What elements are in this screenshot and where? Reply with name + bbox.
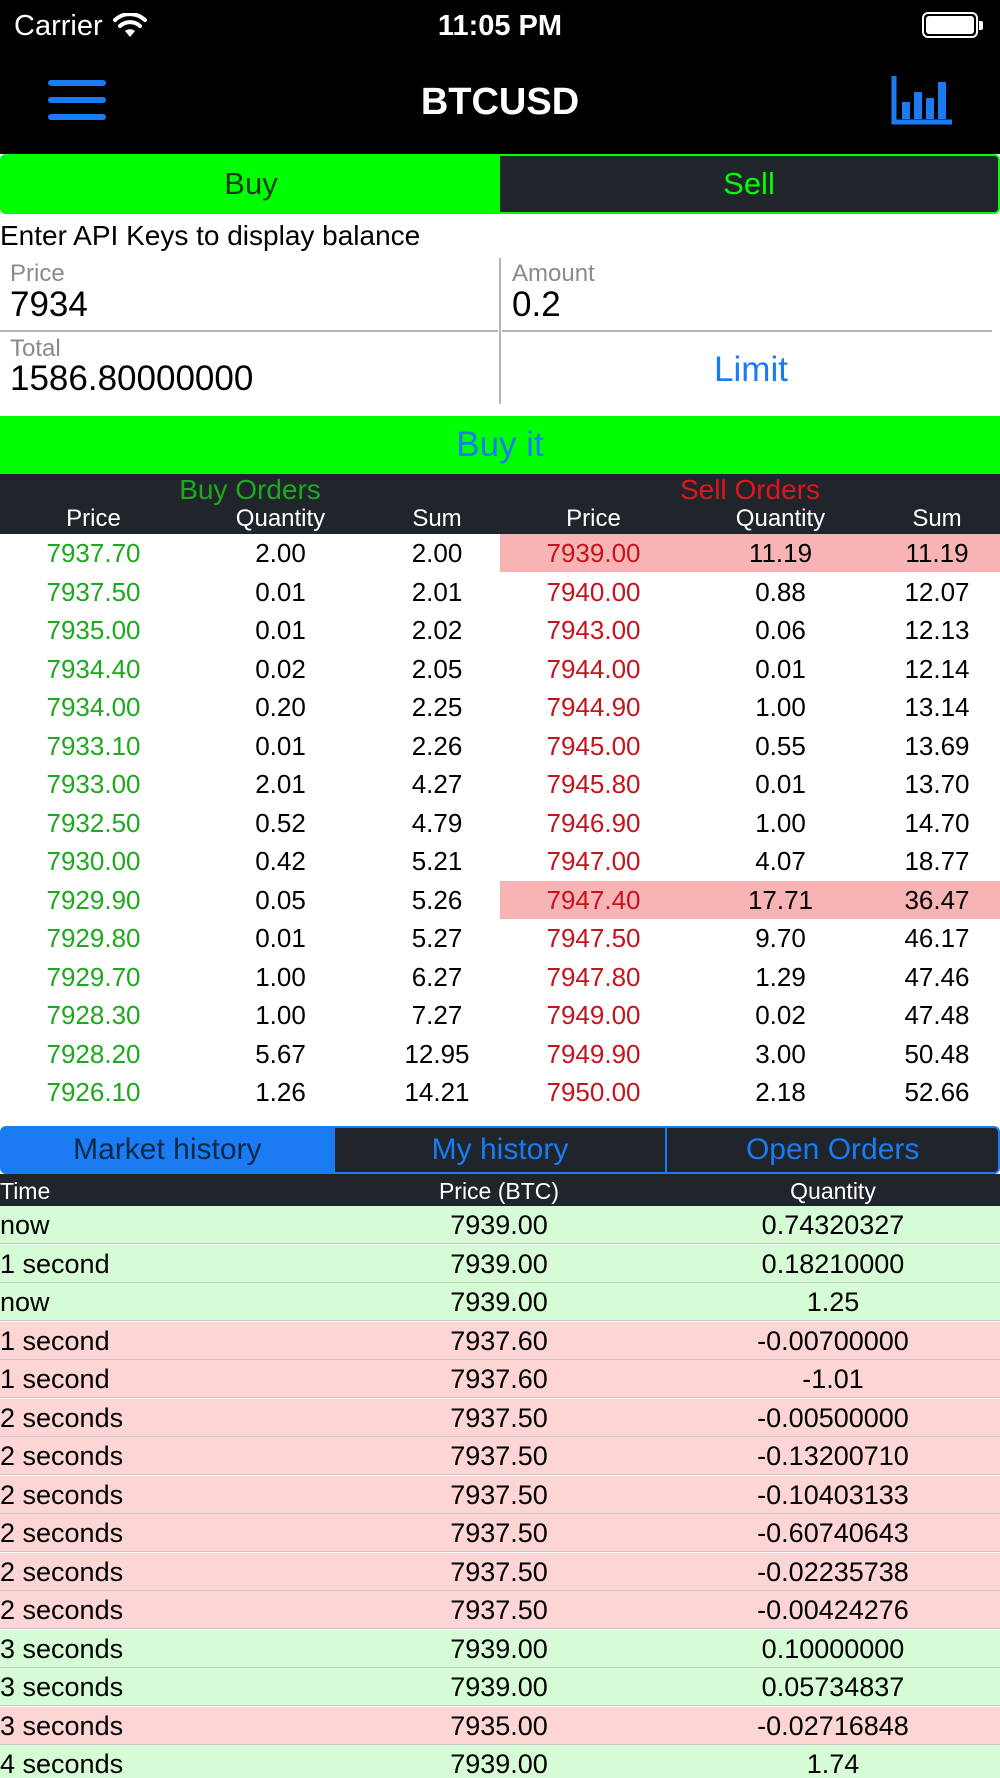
- history-col-price: Price (BTC): [438, 1178, 560, 1204]
- history-row[interactable]: [0, 1360, 1000, 1398]
- sell-quantity: 9.70: [755, 923, 806, 953]
- sell-price: 7946.90: [546, 807, 641, 838]
- sell-sum: 50.48: [904, 1038, 970, 1069]
- history-row[interactable]: [0, 1322, 1000, 1360]
- form-divider-left: [0, 330, 498, 332]
- tab-open-orders[interactable]: Open Orders: [665, 1128, 998, 1172]
- history-quantity: -0.60740643: [757, 1518, 909, 1548]
- order-book-row[interactable]: [0, 804, 1000, 842]
- buy-quantity: 0.01: [255, 923, 306, 953]
- history-quantity: -0.00700000: [757, 1325, 909, 1356]
- order-book-row[interactable]: [0, 534, 1000, 572]
- sell-quantity: 0.55: [755, 730, 806, 761]
- sell-price: 7939.00: [546, 538, 641, 568]
- history-time: 2 seconds: [0, 1402, 124, 1433]
- buy-quantity: 0.05: [255, 884, 306, 915]
- history-time: 2 seconds: [0, 1479, 124, 1510]
- sell-sum: 13.69: [904, 730, 970, 761]
- history-time: 2 seconds: [0, 1518, 124, 1548]
- buy-sum: 5.27: [411, 923, 463, 953]
- buy-sum: 2.00: [411, 538, 463, 568]
- buy-sum: 5.26: [411, 884, 463, 915]
- order-book-row[interactable]: [0, 765, 1000, 803]
- history-row[interactable]: [0, 1283, 1000, 1321]
- history-row[interactable]: [0, 1553, 1000, 1591]
- history-price: 7937.50: [450, 1441, 548, 1471]
- history-row[interactable]: [0, 1437, 1000, 1475]
- buy-sum: 2.26: [411, 730, 463, 761]
- buy-sum: 14.21: [404, 1077, 470, 1107]
- buy-sum: 7.27: [411, 1000, 463, 1030]
- history-header: [0, 1174, 1000, 1206]
- history-time: now: [0, 1287, 50, 1317]
- sell-sum: 13.70: [904, 769, 970, 799]
- buy-price: 7937.50: [46, 576, 141, 607]
- amount-label: Amount: [512, 260, 595, 287]
- buy-sum: 4.27: [411, 769, 463, 799]
- order-book-row[interactable]: [0, 688, 1000, 726]
- buy-quantity: 1.00: [255, 1000, 306, 1030]
- sell-sum: 14.70: [904, 807, 970, 838]
- order-book-header: [0, 474, 1000, 534]
- history-time: now: [0, 1210, 50, 1240]
- sell-quantity: 1.00: [755, 692, 806, 722]
- sell-quantity: 1.29: [755, 961, 806, 992]
- buy-sum: 2.02: [411, 615, 463, 645]
- order-book-row[interactable]: [0, 1035, 1000, 1073]
- history-quantity: 0.18210000: [761, 1248, 905, 1279]
- order-book-row[interactable]: [0, 727, 1000, 765]
- tab-sell[interactable]: Sell: [500, 156, 998, 212]
- history-price: 7939.00: [450, 1633, 548, 1664]
- buy-price: 7932.50: [46, 807, 141, 838]
- order-book-row[interactable]: [0, 881, 1000, 919]
- history-time: 1 second: [0, 1248, 110, 1279]
- order-book-row[interactable]: [0, 611, 1000, 649]
- buy-quantity: 2.01: [255, 769, 306, 799]
- sell-sum: 12.14: [904, 653, 970, 684]
- total-label: Total: [10, 335, 61, 362]
- buy-quantity: 0.42: [255, 846, 306, 876]
- sell-price: 7947.80: [546, 961, 641, 992]
- order-book-list[interactable]: [0, 534, 1000, 1126]
- sell-col-sum: Sum: [912, 505, 962, 532]
- order-book-row[interactable]: [0, 650, 1000, 688]
- sell-sum: 12.13: [904, 615, 970, 645]
- history-row[interactable]: [0, 1514, 1000, 1552]
- history-row[interactable]: [0, 1476, 1000, 1514]
- history-quantity: -0.13200710: [757, 1441, 909, 1471]
- history-tabs: [0, 1126, 1000, 1174]
- sell-col-quantity: Quantity: [735, 505, 826, 532]
- sell-sum: 13.14: [904, 692, 970, 722]
- history-price: 7939.00: [450, 1210, 548, 1240]
- history-row[interactable]: [0, 1707, 1000, 1745]
- tab-my-history[interactable]: My history: [333, 1128, 666, 1172]
- history-col-quantity: Quantity: [790, 1178, 876, 1204]
- buy-price: 7934.00: [46, 692, 141, 722]
- buy-price: 7937.70: [46, 538, 141, 568]
- amount-input[interactable]: [512, 284, 992, 326]
- buy-quantity: 0.20: [255, 692, 306, 722]
- history-time: 2 seconds: [0, 1595, 124, 1625]
- total-input[interactable]: [10, 358, 490, 400]
- history-row[interactable]: [0, 1745, 1000, 1778]
- buy-quantity: 0.01: [255, 615, 306, 645]
- history-quantity: 0.74320327: [761, 1210, 905, 1240]
- sell-price: 7949.90: [546, 1038, 641, 1069]
- history-quantity: 0.10000000: [761, 1633, 905, 1664]
- history-quantity: -0.00500000: [757, 1402, 909, 1433]
- buy-price: 7928.20: [46, 1038, 141, 1069]
- history-time: 2 seconds: [0, 1441, 124, 1471]
- order-book-row[interactable]: [0, 573, 1000, 611]
- buy-sum: 2.01: [411, 576, 463, 607]
- top-bar: [0, 0, 1000, 154]
- history-time: 3 seconds: [0, 1710, 124, 1741]
- tab-market-history[interactable]: Market history: [2, 1128, 333, 1172]
- history-price: 7939.00: [450, 1287, 548, 1317]
- buy-quantity: 2.00: [255, 538, 306, 568]
- form-divider-vertical: [499, 258, 501, 404]
- order-book-row[interactable]: [0, 919, 1000, 957]
- order-book-row[interactable]: [0, 996, 1000, 1034]
- buy-col-quantity: Quantity: [235, 505, 326, 532]
- buy-price: 7929.90: [46, 884, 141, 915]
- history-list[interactable]: [0, 1206, 1000, 1778]
- sell-quantity: 11.19: [748, 538, 813, 568]
- buy-quantity: 0.52: [255, 807, 306, 838]
- price-input[interactable]: [10, 284, 490, 326]
- sell-quantity: 3.00: [755, 1038, 806, 1069]
- sell-quantity: 4.07: [755, 846, 806, 876]
- history-row[interactable]: [0, 1399, 1000, 1437]
- buy-quantity: 0.01: [255, 730, 306, 761]
- battery-icon: [922, 12, 978, 38]
- sell-price: 7945.80: [546, 769, 641, 799]
- buy-col-price: Price: [66, 505, 121, 532]
- buy-it-button[interactable]: Buy it: [0, 416, 1000, 474]
- buy-price: 7929.80: [46, 923, 141, 953]
- buy-quantity: 0.02: [255, 653, 306, 684]
- buy-sum: 2.25: [411, 692, 463, 722]
- history-price: 7937.50: [450, 1595, 548, 1625]
- history-price: 7937.60: [450, 1325, 548, 1356]
- history-time: 4 seconds: [0, 1749, 124, 1778]
- sell-sum: 11.19: [905, 538, 969, 568]
- history-quantity: -1.01: [802, 1364, 864, 1394]
- history-time: 3 seconds: [0, 1633, 124, 1664]
- buy-sum: 2.05: [411, 653, 463, 684]
- history-price: 7939.00: [450, 1749, 548, 1778]
- sell-price: 7947.40: [546, 884, 641, 915]
- history-price: 7937.50: [450, 1402, 548, 1433]
- history-price: 7937.50: [450, 1479, 548, 1510]
- history-quantity: 0.05734837: [761, 1672, 905, 1702]
- order-book-row[interactable]: [0, 958, 1000, 996]
- buy-price: 7934.40: [46, 653, 141, 684]
- bar-chart-icon[interactable]: [890, 74, 954, 126]
- history-time: 1 second: [0, 1364, 110, 1394]
- form-divider-right: [502, 330, 992, 332]
- buy-price: 7933.10: [46, 730, 141, 761]
- sell-sum: 52.66: [904, 1077, 970, 1107]
- history-row[interactable]: [0, 1668, 1000, 1706]
- trade-side-segment: [0, 154, 1000, 214]
- history-row[interactable]: [0, 1630, 1000, 1668]
- buy-sum: 6.27: [411, 961, 463, 992]
- sell-sum: 12.07: [904, 576, 970, 607]
- sell-sum: 47.48: [904, 1000, 970, 1030]
- buy-sum: 4.79: [411, 807, 463, 838]
- history-quantity: -0.02235738: [757, 1556, 909, 1587]
- history-quantity: 1.74: [806, 1749, 860, 1778]
- buy-price: 7930.00: [46, 846, 141, 876]
- sell-quantity: 0.01: [755, 769, 806, 799]
- buy-orders-title: Buy Orders: [179, 474, 321, 505]
- buy-price: 7928.30: [46, 1000, 141, 1030]
- tab-buy[interactable]: Buy: [2, 156, 500, 212]
- api-keys-note: Enter API Keys to display balance: [0, 220, 421, 251]
- buy-quantity: 1.26: [255, 1077, 306, 1107]
- sell-price: 7949.00: [546, 1000, 641, 1030]
- sell-sum: 47.46: [904, 961, 970, 992]
- sell-quantity: 17.71: [747, 884, 814, 915]
- sell-price: 7947.50: [546, 923, 641, 953]
- history-time: 3 seconds: [0, 1672, 124, 1702]
- sell-quantity: 0.01: [755, 653, 806, 684]
- history-row[interactable]: [0, 1245, 1000, 1283]
- buy-price: 7933.00: [46, 769, 141, 799]
- sell-price: 7947.00: [546, 846, 641, 876]
- history-price: 7937.50: [450, 1556, 548, 1587]
- history-quantity: -0.02716848: [757, 1710, 909, 1741]
- status-time: 11:05 PM: [437, 10, 563, 42]
- history-row[interactable]: [0, 1206, 1000, 1244]
- history-col-time: Time: [0, 1178, 51, 1204]
- history-time: 1 second: [0, 1325, 110, 1356]
- sell-quantity: 0.06: [755, 615, 806, 645]
- history-time: 2 seconds: [0, 1556, 124, 1587]
- history-price: 7937.50: [450, 1518, 548, 1548]
- sell-price: 7944.00: [546, 653, 641, 684]
- price-label: Price: [10, 260, 65, 287]
- buy-price: 7926.10: [46, 1077, 141, 1107]
- history-quantity: -0.00424276: [757, 1595, 909, 1625]
- buy-quantity: 0.01: [255, 576, 306, 607]
- buy-price: 7935.00: [46, 615, 141, 645]
- sell-quantity: 2.18: [755, 1077, 806, 1107]
- sell-col-price: Price: [566, 505, 621, 532]
- history-quantity: 1.25: [806, 1287, 860, 1317]
- sell-orders-title: Sell Orders: [679, 474, 821, 505]
- sell-price: 7945.00: [546, 730, 641, 761]
- history-price: 7935.00: [450, 1710, 548, 1741]
- sell-sum: 18.77: [904, 846, 970, 876]
- page-title: BTCUSD: [420, 81, 580, 123]
- carrier-label: Carrier: [14, 9, 103, 42]
- history-price: 7937.60: [450, 1364, 548, 1394]
- sell-price: 7943.00: [546, 615, 641, 645]
- buy-sum: 5.21: [411, 846, 463, 876]
- order-type-button[interactable]: Limit: [714, 350, 788, 389]
- history-row[interactable]: [0, 1591, 1000, 1629]
- sell-sum: 36.47: [904, 884, 970, 915]
- sell-sum: 46.17: [904, 923, 970, 953]
- buy-quantity: 5.67: [255, 1038, 306, 1069]
- buy-quantity: 1.00: [255, 961, 306, 992]
- history-quantity: -0.10403133: [757, 1479, 909, 1510]
- sell-price: 7950.00: [546, 1077, 641, 1107]
- sell-quantity: 1.00: [755, 807, 806, 838]
- sell-price: 7940.00: [546, 576, 641, 607]
- history-price: 7939.00: [450, 1248, 548, 1279]
- sell-quantity: 0.02: [755, 1000, 806, 1030]
- sell-quantity: 0.88: [755, 576, 806, 607]
- order-book-row[interactable]: [0, 1073, 1000, 1111]
- buy-col-sum: Sum: [412, 505, 462, 532]
- order-book-row[interactable]: [0, 842, 1000, 880]
- buy-sum: 12.95: [404, 1038, 470, 1069]
- buy-price: 7929.70: [46, 961, 141, 992]
- sell-price: 7944.90: [546, 692, 641, 722]
- history-price: 7939.00: [450, 1672, 548, 1702]
